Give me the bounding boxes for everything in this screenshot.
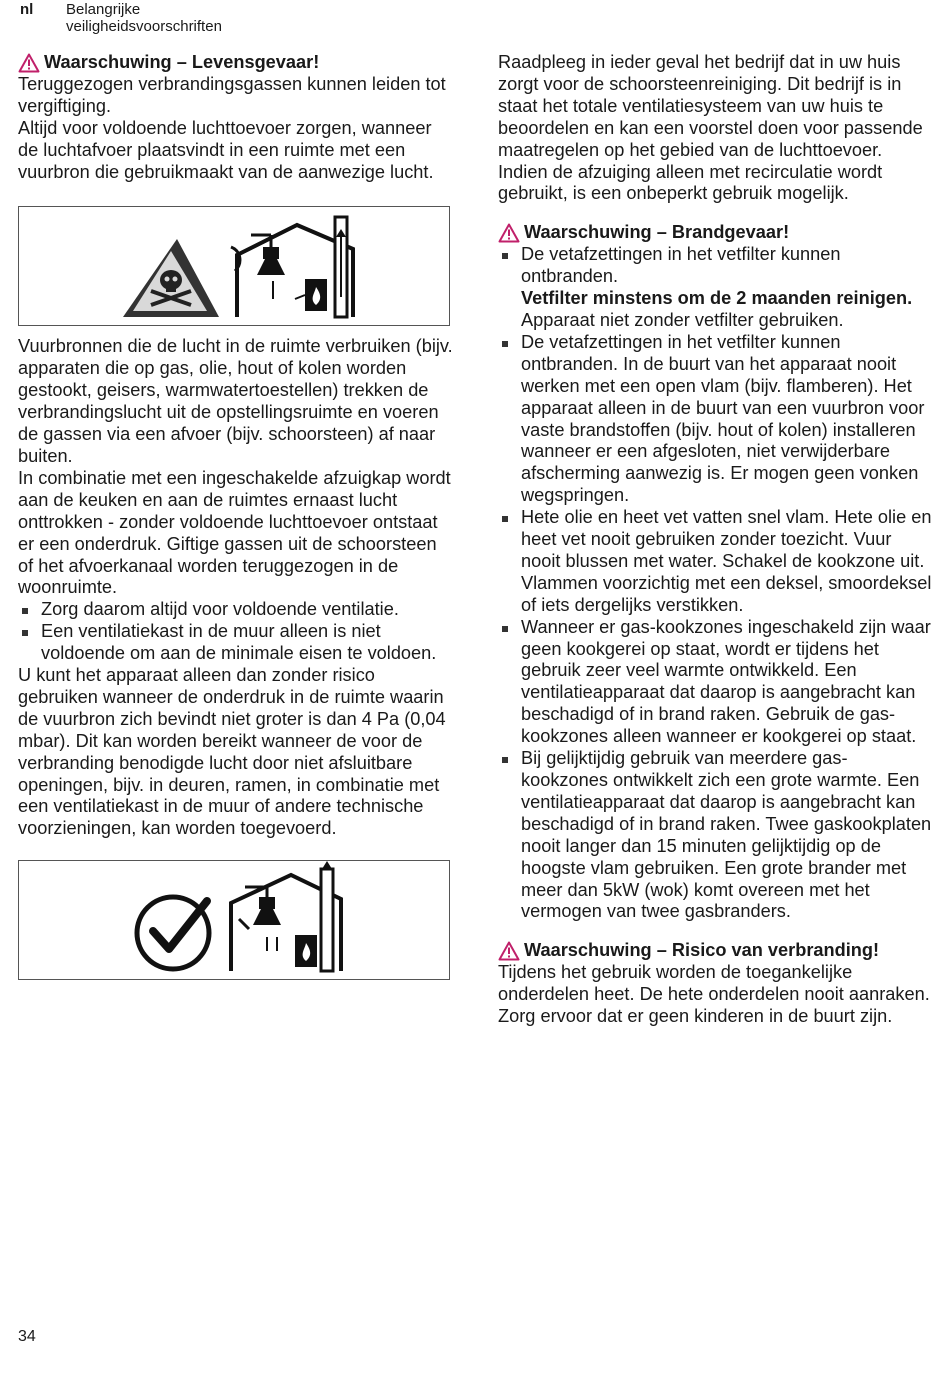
warning-fire-danger bbox=[498, 222, 934, 244]
list-item: Hete olie en heet vet vatten snel vlam. Hete olie en heet vet nooit gebruiken zonder toezicht. Vuur nooit blussen met water. Schakel de kookzone uit. Vlammen voorzichtig met een deksel, smoordeksel of iets dergelijks verstikken. bbox=[498, 507, 934, 617]
bullet-list bbox=[498, 244, 934, 923]
house-illustration bbox=[231, 861, 341, 971]
warning-title: Waarschuwing – Levensgevaar! bbox=[44, 52, 320, 72]
paragraph: In combinatie met een ingeschakelde afzuigkap wordt aan de keuken en aan de ruimtes ernaast lucht onttrokken - zonder voldoende luchttoevoer ontstaat er een onderdruk. Giftige gassen uit de schoorsteen of het afvoerkanaal worden teruggezogen in de woonruimte. bbox=[18, 467, 451, 598]
paragraph: Indien de afzuiging alleen met recirculatie wordt gebruikt, is een onbeperkt gebruik mogelijk. bbox=[498, 161, 883, 204]
paragraph: Altijd voor voldoende luchttoevoer zorgen, wanneer de luchtafvoer plaatsvindt in een ruimte met een vuurbron die gebruikmaakt van de aanwezige lucht. bbox=[18, 117, 434, 182]
warning-title: Waarschuwing – Risico van verbranding! bbox=[524, 940, 880, 961]
figure-safe-illustration bbox=[18, 860, 450, 980]
left-column bbox=[18, 52, 454, 980]
paragraph: Vuurbronnen die de lucht in de ruimte verbruiken (bijv. apparaten die op gas, olie, hout of kolen worden gestookt, geisers, warmwatertoestellen) trekken de verbrandingslucht uit de opstellingsruimte en voeren de gassen via een afvoer (bijv. schoorsteen) af naar buiten. bbox=[18, 336, 453, 466]
checkmark-icon bbox=[137, 897, 209, 969]
list-item-text: De vetafzettingen in het vetfilter kunnen ontbranden. bbox=[521, 244, 841, 287]
page-number: 34 bbox=[18, 1328, 36, 1345]
paragraph: Teruggezogen verbrandingsgassen kunnen leiden tot vergiftiging. bbox=[18, 73, 446, 116]
list-item: Zorg daarom altijd voor voldoende ventilatie. bbox=[18, 599, 454, 621]
language-code: nl bbox=[20, 1, 34, 18]
warning-life-danger bbox=[18, 52, 454, 74]
house-illustration bbox=[231, 217, 353, 317]
list-item: Een ventilatiekast in de muur alleen is niet voldoende om aan de minimale eisen te voldoen. bbox=[18, 621, 454, 665]
list-item: Bij gelijktijdig gebruik van meerdere gas-kookzones ontwikkelt zich een grote warmte. Een ventilatieapparaat dat daarop is aangebracht kan beschadigd of in brand raken. Twee gaskookplaten nooit langer dan 15 minuten gelijktijdig op de hoogste vlam gebruiken. Een grote brander met meer dan 5kW (wok) komt overeen met het vermogen van twee gasbranders. bbox=[498, 748, 934, 923]
list-item-bold-text: Vetfilter minstens om de 2 maanden reinigen. bbox=[521, 288, 913, 309]
list-item: Wanneer er gas-kookzones ingeschakeld zijn waar geen kookgerei op staat, wordt er tijdens het gebruik zeer veel warmte ontwikkeld. Een ventilatieapparaat dat daarop is aangebracht kan beschadigd of in brand raken. Gebruik de gas-kookzones alleen wanneer er kookgerei op staat. bbox=[498, 617, 934, 748]
warning-triangle-icon bbox=[498, 223, 520, 243]
paragraph: U kunt het apparaat alleen dan zonder risico gebruiken wanneer de onderdruk in de ruimte waarin de vuurbron zich bevindt niet groter is dan 4 Pa (0,04 mbar). Dit kan worden bereikt wanneer de voor de verbranding benodigde lucht door niet afsluitbare openingen, bijv. in deuren, ramen, in combinatie met een ventilatiekast in de muur of andere technische voorzieningen, kan worden toegevoerd. bbox=[18, 665, 446, 839]
warning-triangle-icon bbox=[498, 941, 520, 961]
paragraph: Tijdens het gebruik worden de toegankelijke onderdelen heet. De hete onderdelen nooit aanraken. Zorg ervoor dat er geen kinderen in de buurt zijn. bbox=[498, 962, 930, 1027]
list-item bbox=[498, 244, 934, 332]
header-title: Belangrijke veiligheidsvoorschriften bbox=[66, 1, 222, 35]
list-item-text: Apparaat niet zonder vetfilter gebruiken. bbox=[521, 309, 844, 330]
paragraph: Raadpleeg in ieder geval het bedrijf dat in uw huis zorgt voor de schoorsteenreiniging. Dit bedrijf is in staat het totale ventilatiesysteem van uw huis te beoordelen en kan een voorstel doen voor passende maatregelen op het gebied van de luchttoevoer. bbox=[498, 52, 923, 160]
skull-crossbones-icon bbox=[123, 239, 219, 317]
warning-title: Waarschuwing – Brandgevaar! bbox=[524, 222, 790, 243]
list-item: De vetafzettingen in het vetfilter kunnen ontbranden. In de buurt van het apparaat nooit werken met een open vlam (bijv. flamberen). Het apparaat alleen in de buurt van een vuurbron voor vaste brandstoffen (bijv. hout of kolen) installeren wanneer er een afgesloten, niet verwijderbare afscherming aanwezig is. Er mogen geen vonken wegspringen. bbox=[498, 332, 934, 507]
right-column bbox=[498, 52, 934, 1028]
figure-danger-illustration bbox=[18, 206, 450, 326]
warning-burn-risk bbox=[498, 940, 934, 962]
bullet-list bbox=[18, 599, 454, 665]
warning-triangle-icon bbox=[18, 53, 40, 73]
